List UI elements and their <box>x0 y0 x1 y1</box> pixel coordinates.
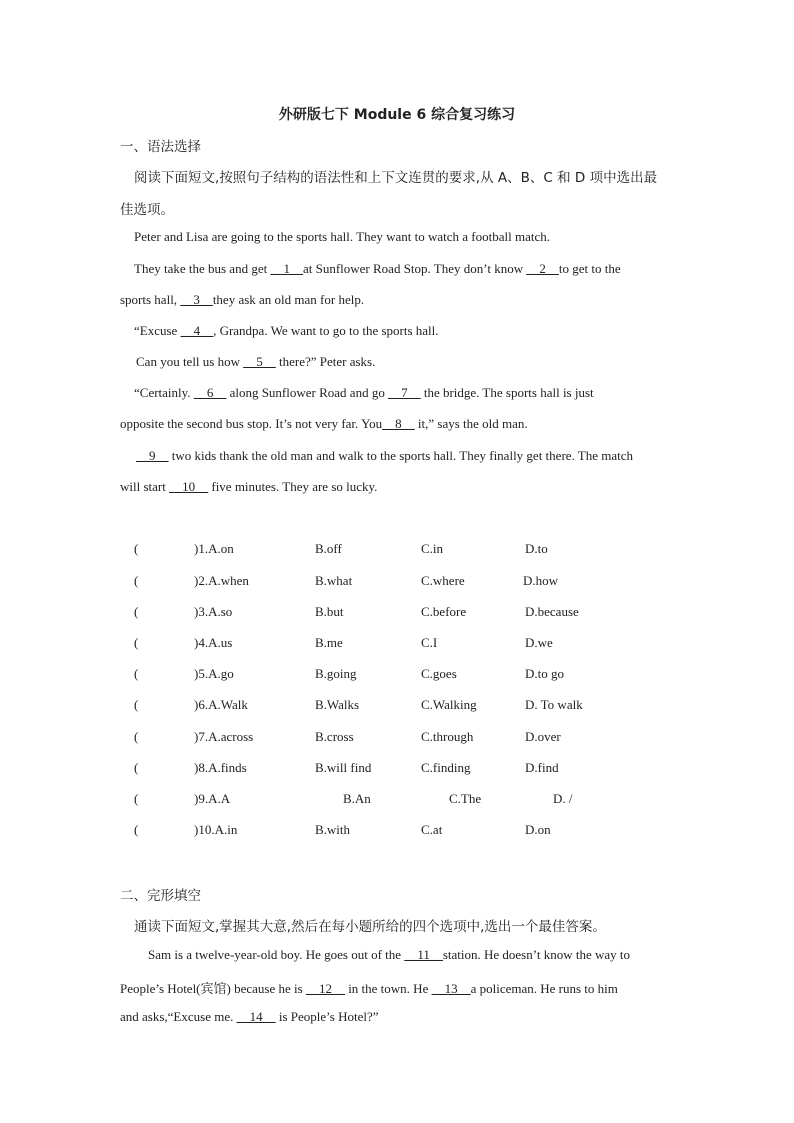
option-row <box>0 760 794 780</box>
option-row <box>0 666 794 686</box>
passage1-line6 <box>134 385 594 401</box>
blank-13: __13__ <box>431 981 471 996</box>
passage-text: opposite the second bus stop. It’s not very far. You <box>120 416 383 431</box>
option-d: D.find <box>525 760 559 775</box>
option-row <box>0 635 794 655</box>
option-a: )9.A.A <box>194 791 231 806</box>
blank-12: __12__ <box>305 981 345 996</box>
option-c: C.through <box>421 729 474 744</box>
section1-instruction-line1: 阅读下面短文,按照句子结构的语法性和上下文连贯的要求,从 A、B、C 和 D 项中选出最 <box>134 170 658 186</box>
blank-7: __7__ <box>388 385 421 400</box>
passage2-line1 <box>148 947 630 963</box>
option-c: C.The <box>449 791 482 806</box>
passage-text: five minutes. They are so lucky. <box>208 479 378 494</box>
option-a: )2.A.when <box>194 573 249 588</box>
option-c: C.I <box>421 635 438 650</box>
option-d: D. / <box>553 791 573 806</box>
option-d: D.to go <box>525 666 564 681</box>
passage-text: Can you tell us how <box>136 354 244 369</box>
option-d: D.how <box>523 573 559 588</box>
option-c: C.goes <box>421 666 457 681</box>
section1-instruction-line2: 佳选项。 <box>120 202 174 218</box>
answer-paren[interactable]: ( <box>134 541 139 556</box>
answer-paren[interactable]: ( <box>134 729 139 744</box>
option-b: B.off <box>315 541 342 556</box>
passage-text: will start <box>120 479 170 494</box>
option-b: B.me <box>315 635 343 650</box>
answer-paren[interactable]: ( <box>134 760 139 775</box>
passage-text: two kids thank the old man and walk to the sports hall. They finally get there. The match <box>168 448 634 463</box>
page-title: 外研版七下 Module 6 综合复习练习 <box>278 107 516 123</box>
passage-text: there?” Peter asks. <box>275 354 376 369</box>
passage-text: station. He doesn’t know the way to <box>442 947 630 962</box>
section2-instruction: 通读下面短文,掌握其大意,然后在每小题所给的四个选项中,选出一个最佳答案。 <box>134 919 606 935</box>
option-row <box>0 541 794 561</box>
passage-text: to get to the <box>558 261 621 276</box>
option-d: D.we <box>525 635 553 650</box>
answer-paren[interactable]: ( <box>134 666 139 681</box>
option-b: B.Walks <box>315 697 360 712</box>
option-row <box>0 604 794 624</box>
passage1-line5 <box>136 354 375 370</box>
blank-5: __5__ <box>243 354 276 369</box>
option-row <box>0 791 794 811</box>
blank-1: __1__ <box>270 261 303 276</box>
passage-text: and asks,“Excuse me. <box>120 1009 237 1024</box>
option-row <box>0 729 794 749</box>
passage-text: “Excuse <box>134 323 181 338</box>
option-a: )10.A.in <box>194 822 238 837</box>
passage-text: it,” says the old man. <box>414 416 528 431</box>
option-b: B.An <box>343 791 371 806</box>
passage-text: “Certainly. <box>134 385 194 400</box>
option-a: )1.A.on <box>194 541 234 556</box>
answer-paren[interactable]: ( <box>134 791 139 806</box>
answer-paren[interactable]: ( <box>134 822 139 837</box>
answer-paren[interactable]: ( <box>134 604 139 619</box>
option-a: )3.A.so <box>194 604 233 619</box>
blank-3: __3__ <box>180 292 213 307</box>
passage-text: Sam is a twelve-year-old boy. He goes out of the <box>148 947 405 962</box>
option-b: B.will find <box>315 760 372 775</box>
passage-text: a policeman. He runs to him <box>470 981 618 996</box>
passage1-line4 <box>134 323 439 339</box>
option-b: B.cross <box>315 729 354 744</box>
answer-paren[interactable]: ( <box>134 635 139 650</box>
option-b: B.with <box>315 822 351 837</box>
passage-text: the bridge. The sports hall is just <box>420 385 594 400</box>
option-row <box>0 822 794 842</box>
blank-2: __2__ <box>526 261 559 276</box>
option-c: C.Walking <box>421 697 477 712</box>
blank-8: __8__ <box>382 416 415 431</box>
answer-paren[interactable]: ( <box>134 573 139 588</box>
blank-9: __9__ <box>136 448 169 463</box>
option-a: )5.A.go <box>194 666 234 681</box>
passage-text: they ask an old man for help. <box>212 292 365 307</box>
passage1-line8 <box>136 448 633 464</box>
answer-paren[interactable]: ( <box>134 697 139 712</box>
option-row <box>0 573 794 593</box>
blank-6: __6__ <box>193 385 227 400</box>
option-d: D.because <box>525 604 579 619</box>
option-c: C.before <box>421 604 467 619</box>
passage1-line9 <box>120 479 377 495</box>
passage-text: in the town. He <box>344 981 432 996</box>
passage1-line7 <box>120 416 528 432</box>
option-a: )6.A.Walk <box>194 697 248 712</box>
passage1-line2 <box>134 261 621 277</box>
option-row <box>0 697 794 717</box>
passage1-line1: Peter and Lisa are going to the sports hall. They want to watch a football match. <box>134 229 551 244</box>
blank-14: __14__ <box>236 1009 276 1024</box>
passage-text: sports hall, <box>120 292 181 307</box>
option-c: C.where <box>421 573 465 588</box>
passage-text: along Sunflower Road and go <box>226 385 389 400</box>
blank-4: __4__ <box>180 323 214 338</box>
section1-heading: 一、语法选择 <box>120 139 201 155</box>
option-c: C.in <box>421 541 444 556</box>
option-a: )7.A.across <box>194 729 254 744</box>
option-a: )8.A.finds <box>194 760 247 775</box>
option-b: B.what <box>315 573 353 588</box>
option-b: B.going <box>315 666 357 681</box>
option-d: D.over <box>525 729 561 744</box>
passage-text: at Sunflower Road Stop. They don’t know <box>302 261 527 276</box>
option-d: D. To walk <box>525 697 583 712</box>
section2-heading: 二、完形填空 <box>120 888 201 904</box>
passage-text: is People’s Hotel?” <box>275 1009 379 1024</box>
passage1-line3 <box>120 292 364 308</box>
blank-10: __10__ <box>169 479 209 494</box>
passage-text: People’s Hotel(宾馆) because he is <box>120 981 306 996</box>
blank-11: __11__ <box>404 947 443 962</box>
passage-text: , Grandpa. We want to go to the sports hall. <box>213 323 439 338</box>
option-c: C.finding <box>421 760 471 775</box>
passage-text: They take the bus and get <box>134 261 271 276</box>
option-a: )4.A.us <box>194 635 233 650</box>
option-c: C.at <box>421 822 443 837</box>
option-b: B.but <box>315 604 344 619</box>
passage2-line2 <box>120 978 618 997</box>
option-d: D.to <box>525 541 548 556</box>
option-d: D.on <box>525 822 551 837</box>
passage2-line3 <box>120 1009 379 1025</box>
